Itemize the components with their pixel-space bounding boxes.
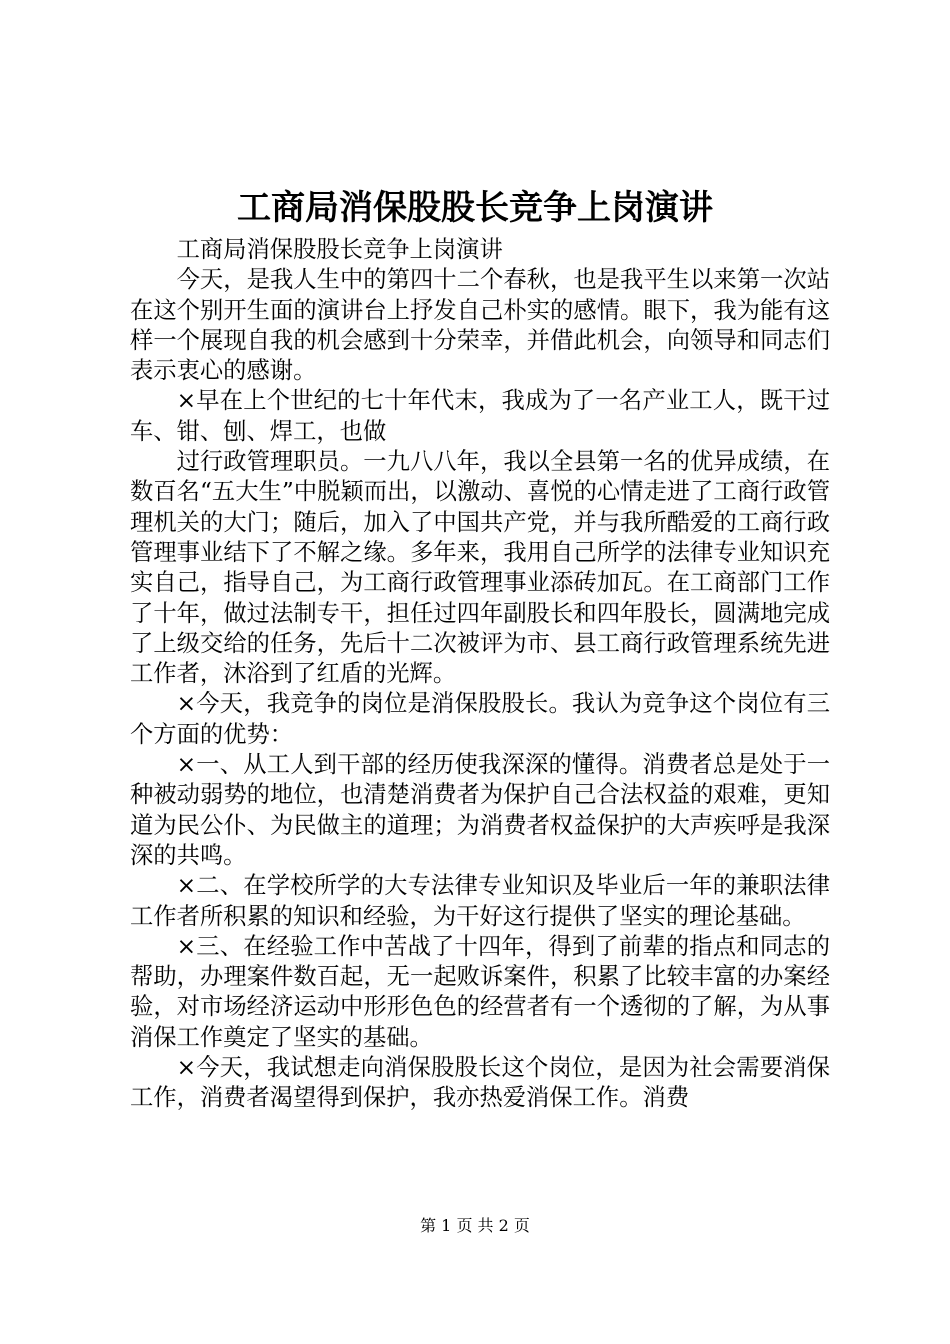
paragraph-subtitle: 工商局消保股股长竞争上岗演讲 — [176, 236, 503, 263]
paragraph-career-history: 过行政管理职员。一九八八年，我以全县第一名的优异成绩，在数百名“五大生”中脱颖而出，以激动、喜悦的心情走进了工商行政管理机关的大门；随后，加入了中国共产党，并与我所酷爱的工商行政管理事业结下了不解之缘。多年来，我用自己所学的法律专业知识充实自己，指导自己，为工商行政管理事业添砖加瓦。在工商部门工作了十年，做过法制专干，担任过四年副股长和四年股长，圆满地完成了上级交给的任务，先后十二次被评为市、县工商行政管理系统先进工作者，沐浴到了红盾的光辉。 — [130, 448, 830, 688]
paragraph-early-career: ×早在上个世纪的七十年代末，我成为了一名产业工人，既干过车、钳、刨、焊工，也做 — [130, 387, 830, 445]
document-title: 工商局消保股股长竞争上岗演讲 — [237, 188, 713, 228]
document-body — [130, 235, 830, 1114]
paragraph-advantage-2: ×二、在学校所学的大专法律专业知识及毕业后一年的兼职法律工作者所积累的知识和经验，为干好这行提供了坚实的理论基础。 — [130, 872, 830, 930]
paragraph-motivation: ×今天，我试想走向消保股股长这个岗位，是因为社会需要消保工作，消费者渴望得到保护，我亦热爱消保工作。消费 — [130, 1054, 830, 1112]
paragraph-advantages-intro: ×今天，我竞争的岗位是消保股股长。我认为竞争这个岗位有三个方面的优势： — [130, 690, 830, 748]
paragraph-intro: 今天，是我人生中的第四十二个春秋，也是我平生以来第一次站在这个别开生面的演讲台上抒发自己朴实的感情。眼下，我为能有这样一个展现自我的机会感到十分荣幸，并借此机会，向领导和同志们表示衷心的感谢。 — [130, 266, 830, 385]
paragraph-advantage-3: ×三、在经验工作中苦战了十四年，得到了前辈的指点和同志的帮助，办理案件数百起，无一起败诉案件，积累了比较丰富的办案经验，对市场经济运动中形形色色的经营者有一个透彻的了解，为从事消保工作奠定了坚实的基础。 — [130, 932, 830, 1051]
page-footer: 第 1 页 共 2 页 — [420, 1216, 530, 1235]
paragraph-advantage-1: ×一、从工人到干部的经历使我深深的懂得。消费者总是处于一种被动弱势的地位，也清楚消费者为保护自己合法权益的艰难，更知道为民公仆、为民做主的道理；为消费者权益保护的大声疾呼是我深深的共鸣。 — [130, 751, 830, 869]
